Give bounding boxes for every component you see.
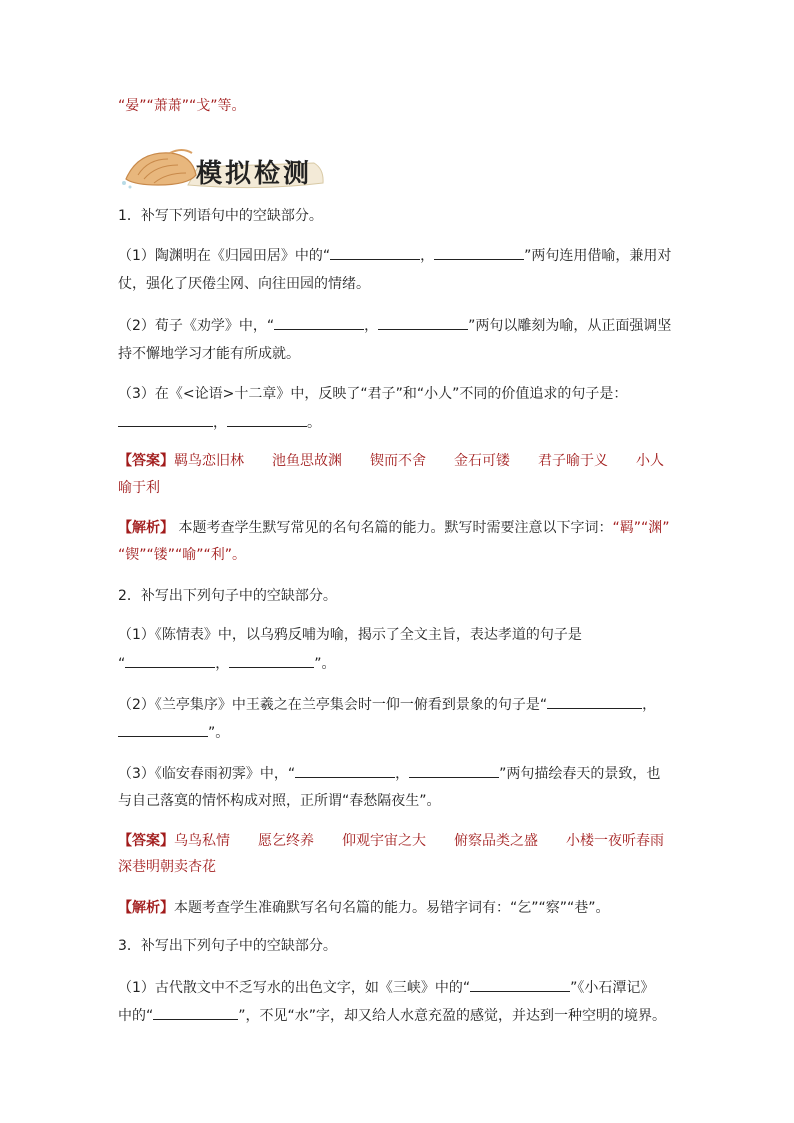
q1-s1-line1 <box>118 245 688 266</box>
section-banner <box>118 145 330 193</box>
q3-stem: 3．补写出下列句子中的空缺部分。 <box>118 938 337 954</box>
q2-s3-text-b: ”两句描绘春天的景致，也 <box>499 766 661 782</box>
blank[interactable] <box>274 315 364 330</box>
q2-s2-end2: ”。 <box>208 725 230 741</box>
q2-s2-line2 <box>118 722 688 743</box>
blank[interactable] <box>434 245 524 260</box>
q3-s1-text-a: （1）古代散文中不乏写水的出色文字，如《三峡》中的“ <box>118 980 471 996</box>
q1-s1-text-a: （1）陶渊明在《归园田居》中的“ <box>118 248 331 264</box>
q2-s1-text-a: “ <box>118 656 126 672</box>
q1-answer-line1 <box>118 451 688 471</box>
q2-s3-sep: ， <box>395 766 410 782</box>
q2-s1-text-b: ”。 <box>314 656 336 672</box>
q2-analysis-line1 <box>118 898 688 918</box>
blank[interactable] <box>118 412 213 427</box>
answer-item: 乌鸟私情 <box>174 833 230 849</box>
q1-analysis-line1 <box>118 518 688 538</box>
section-title: 模拟检测 <box>196 159 313 189</box>
q2-s3-line1 <box>118 763 688 784</box>
q2-s1-sep: ， <box>215 656 230 672</box>
blank[interactable] <box>330 245 420 260</box>
answer-label: 【答案】 <box>118 833 174 849</box>
top-note: “晏”“萧萧”“戈”等。 <box>118 98 246 114</box>
blank[interactable] <box>118 722 208 737</box>
analysis-words: “羁”“渊” <box>612 520 670 536</box>
blank[interactable] <box>227 412 307 427</box>
answer-item: 金石可镂 <box>454 453 510 469</box>
q3-s1-text-c: 中的“ <box>118 1008 154 1024</box>
blank[interactable] <box>470 977 570 992</box>
q2-answer-line2: 深巷明朝卖杏花 <box>118 859 216 875</box>
q2-answer-line1 <box>118 831 688 851</box>
answer-label: 【答案】 <box>118 453 174 469</box>
answer-item: 君子喻于义 <box>538 453 608 469</box>
q1-s2-line1 <box>118 315 688 336</box>
answer-item: 羁鸟恋旧林 <box>174 453 244 469</box>
q2-s2-end1: ， <box>642 697 657 713</box>
q1-s3-line2 <box>118 412 688 433</box>
q2-s3-line2: 与自己落寞的情怀构成对照，正所谓“春愁隔夜生”。 <box>118 793 441 809</box>
q1-s3-sep: ， <box>213 415 227 431</box>
q3-s1-text-d: ”，不见“水”字，却又给人水意充盈的感觉，并达到一种空明的境界。 <box>238 1008 667 1024</box>
answer-item: 池鱼思故渊 <box>272 453 342 469</box>
q1-s2-text-a: （2）荀子《劝学》中，“ <box>118 318 275 334</box>
q1-s1-sep: ， <box>420 248 435 264</box>
analysis-label: 【解析】 <box>118 900 174 916</box>
q2-stem: 2．补写出下列句子中的空缺部分。 <box>118 588 337 604</box>
q1-s3-end: 。 <box>307 415 321 431</box>
blank[interactable] <box>229 653 314 668</box>
q2-s2-text: （2）《兰亭集序》中王羲之在兰亭集会时一仰一俯看到景象的句子是“ <box>118 697 548 713</box>
q1-s2-text-b: ”两句以雕刻为喻，从正面强调坚 <box>468 318 672 334</box>
q3-s1-text-b: ”《小石潭记》 <box>570 980 655 996</box>
q2-s1-line2 <box>118 653 688 674</box>
q1-s1-text-b: ”两句连用借喻，兼用对 <box>524 248 672 264</box>
q1-analysis-line2: “锲”“镂”“喻”“利”。 <box>118 547 247 563</box>
answer-item: 锲而不舍 <box>370 453 426 469</box>
q2-s1-line1: （1）《陈情表》中，以乌鸦反哺为喻，揭示了全文主旨，表达孝道的句子是 <box>118 627 582 643</box>
q1-s3-line1: （3）在《<论语>十二章》中，反映了“君子”和“小人”不同的价值追求的句子是： <box>118 386 628 402</box>
q1-stem: 1．补写下列语句中的空缺部分。 <box>118 208 323 224</box>
answer-item: 仰观宇宙之大 <box>342 833 426 849</box>
q1-s1-line2: 仗，强化了厌倦尘网、向往田园的情绪。 <box>118 276 370 292</box>
blank[interactable] <box>409 763 499 778</box>
answer-item: 小楼一夜听春雨 <box>566 833 664 849</box>
analysis-text: 本题考查学生准确默写名句名篇的能力。易错字词有：“乞”“察”“巷”。 <box>174 900 610 916</box>
blank[interactable] <box>378 315 468 330</box>
blank[interactable] <box>295 763 395 778</box>
blank[interactable] <box>153 1005 238 1020</box>
answer-item: 小人 <box>636 453 664 469</box>
q2-s2-line1 <box>118 694 688 715</box>
analysis-text: 本题考查学生默写常见的名句名篇的能力。默写时需要注意以下字词： <box>174 520 613 536</box>
q1-answer-line2: 喻于利 <box>118 480 160 496</box>
q3-s1-line1 <box>118 977 688 998</box>
blank[interactable] <box>547 694 642 709</box>
q1-s2-line2: 持不懈地学习才能有所成就。 <box>118 346 300 362</box>
q1-s2-sep: ， <box>364 318 379 334</box>
answer-item: 愿乞终养 <box>258 833 314 849</box>
q2-s3-text-a: （3）《临安春雨初霁》中，“ <box>118 766 296 782</box>
analysis-label: 【解析】 <box>118 520 174 536</box>
q3-s1-line2 <box>118 1005 688 1026</box>
answer-item: 俯察品类之盛 <box>454 833 538 849</box>
blank[interactable] <box>125 653 215 668</box>
